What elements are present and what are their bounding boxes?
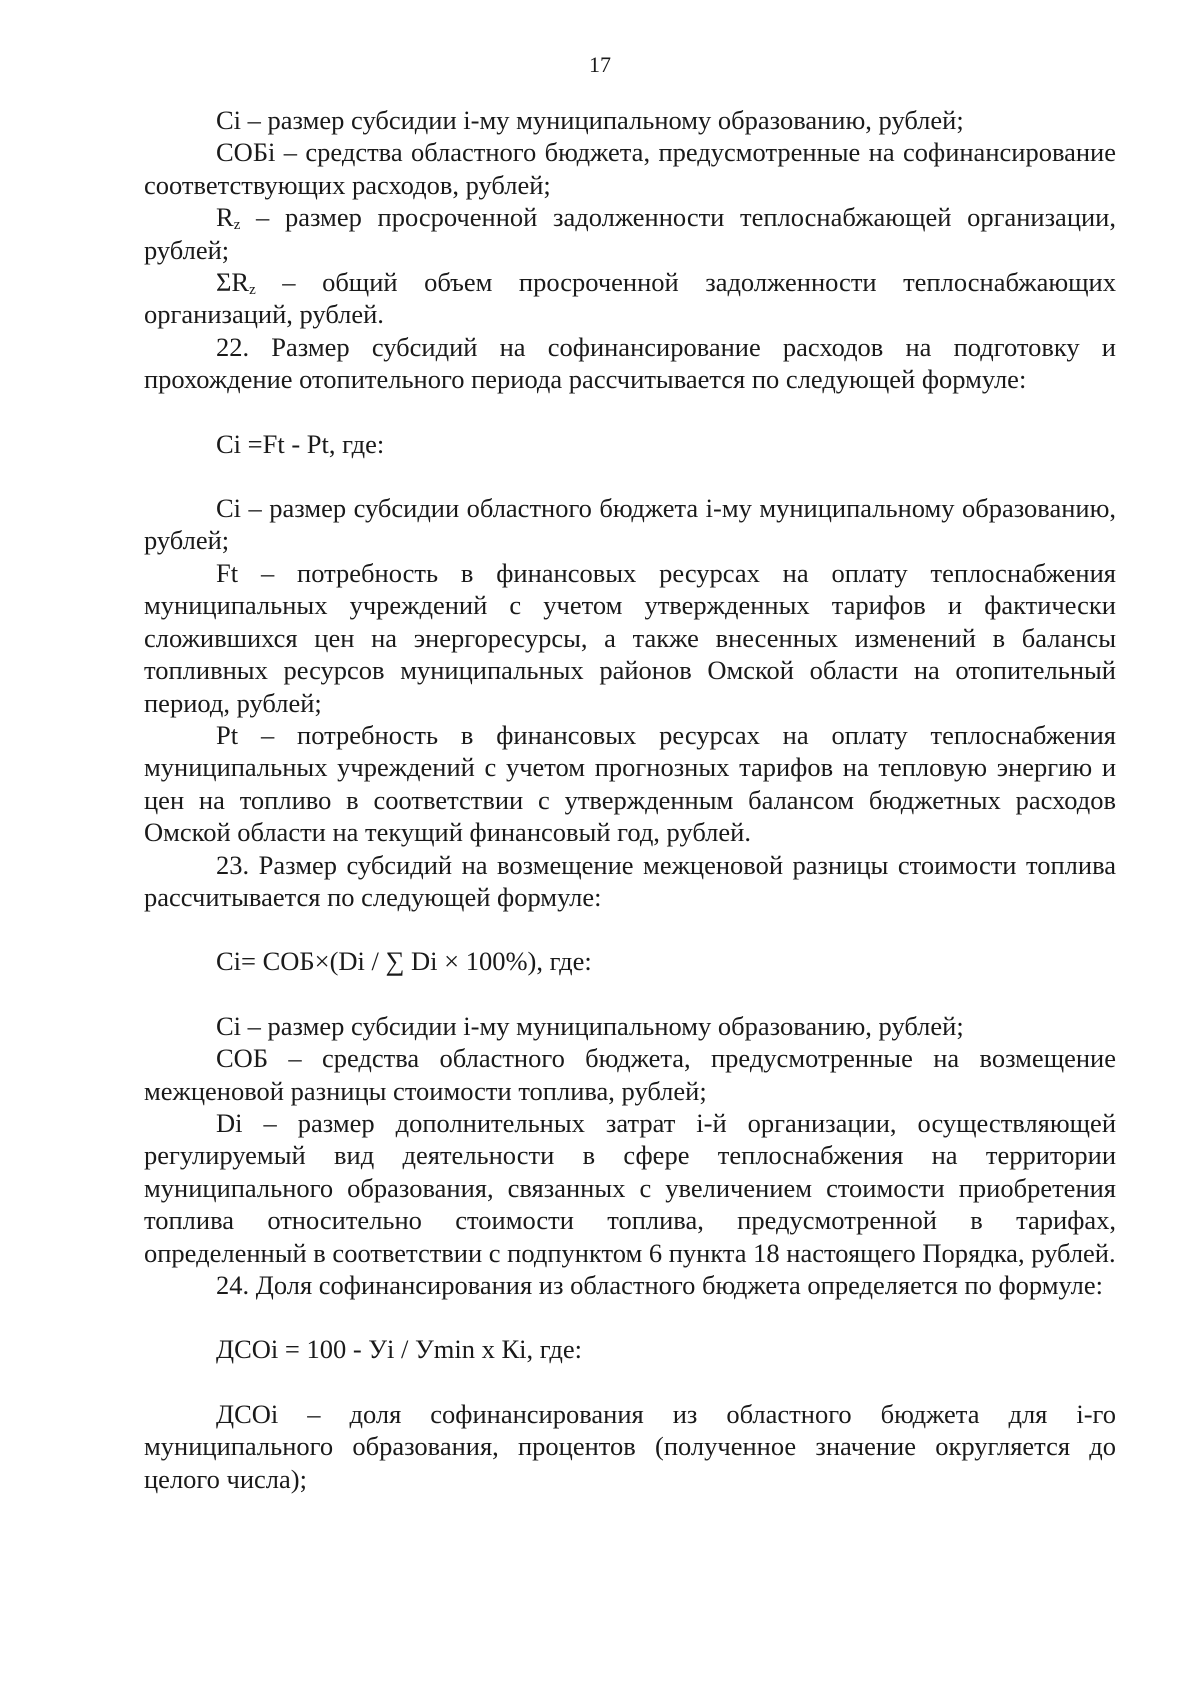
- definition-ci: Ci – размер субсидии i-му муниципальному образованию, рублей;: [216, 105, 964, 135]
- definition-rz: [144, 201, 1116, 266]
- clause-24: 24. Доля софинансирования из областного бюджета определяется по формуле:: [216, 1270, 1103, 1300]
- symbol: ΣR: [216, 267, 250, 298]
- formula-22: Ci =Ft - Pt, где:: [216, 428, 385, 459]
- definition-di: Di – размер дополнительных затрат i-й организации, осуществляющей регулируемый вид деятельности в сфере теплоснабжения на территории муниципального образования, связанных с увеличением стоимости приобретения топлива относительно стоимости топлива, предусмотренной в тарифах, определенный в соответствии с подпунктом 6 пункта 18 настоящего Порядка, рублей.: [144, 1107, 1116, 1268]
- definition-ci-2: Ci – размер субсидии областного бюджета i-му муниципальному образованию, рублей;: [144, 493, 1116, 556]
- subscript: z: [233, 217, 241, 234]
- definition-ft: Ft – потребность в финансовых ресурсах на оплату теплоснабжения муниципальных учреждений с учетом утвержденных тарифов и фактически сложившихся цен на энергоресурсы, а также внесенных изменений в балансы топливных ресурсов муниципальных районов Омской области на отопительный период, рублей;: [144, 557, 1116, 718]
- symbol: R: [216, 202, 234, 233]
- definition-pt: Pt – потребность в финансовых ресурсах на оплату теплоснабжения муниципальных учреждений с учетом прогнозных тарифов на тепловую энергию и цен на топливо в соответствии с утвержденным балансом бюджетных расходов Омской области на текущий финансовый год, рублей.: [144, 719, 1116, 848]
- subscript: z: [249, 282, 256, 299]
- formula-23: Ci= СОБ×(Di / ∑ Di × 100%), где:: [216, 946, 592, 977]
- definition-sum-rz: [144, 266, 1116, 331]
- definition-ci-3: Ci – размер субсидии i-му муниципальному образованию, рублей;: [216, 1010, 964, 1041]
- clause-23: 23. Размер субсидий на возмещение межценовой разницы стоимости топлива рассчитывается по следующей формуле:: [144, 849, 1116, 912]
- formula-24: ДСОi = 100 - Уi / Уmin х Кi, где:: [216, 1334, 582, 1365]
- definition-text: – размер просроченной задолженности теплоснабжающей организации, рублей;: [144, 202, 1116, 265]
- page-number: 17: [589, 52, 611, 77]
- definition-text: – общий объем просроченной задолженности теплоснабжающих организаций, рублей.: [144, 267, 1116, 330]
- definition-sob: СОБ – средства областного бюджета, предусмотренные на возмещение межценовой разницы стоимости топлива, рублей;: [144, 1043, 1116, 1106]
- definition-sobi: СОБi – средства областного бюджета, предусмотренные на софинансирование соответствующих расходов, рублей;: [144, 137, 1116, 200]
- definition-dsoi: ДСОi – доля софинансирования из областного бюджета для i-го муниципального образования, процентов (полученное значение округляется до целого числа);: [144, 1398, 1116, 1494]
- document-body: [144, 104, 1116, 1495]
- clause-22: 22. Размер субсидий на софинансирование расходов на подготовку и прохождение отопительного периода рассчитывается по следующей формуле:: [144, 331, 1116, 395]
